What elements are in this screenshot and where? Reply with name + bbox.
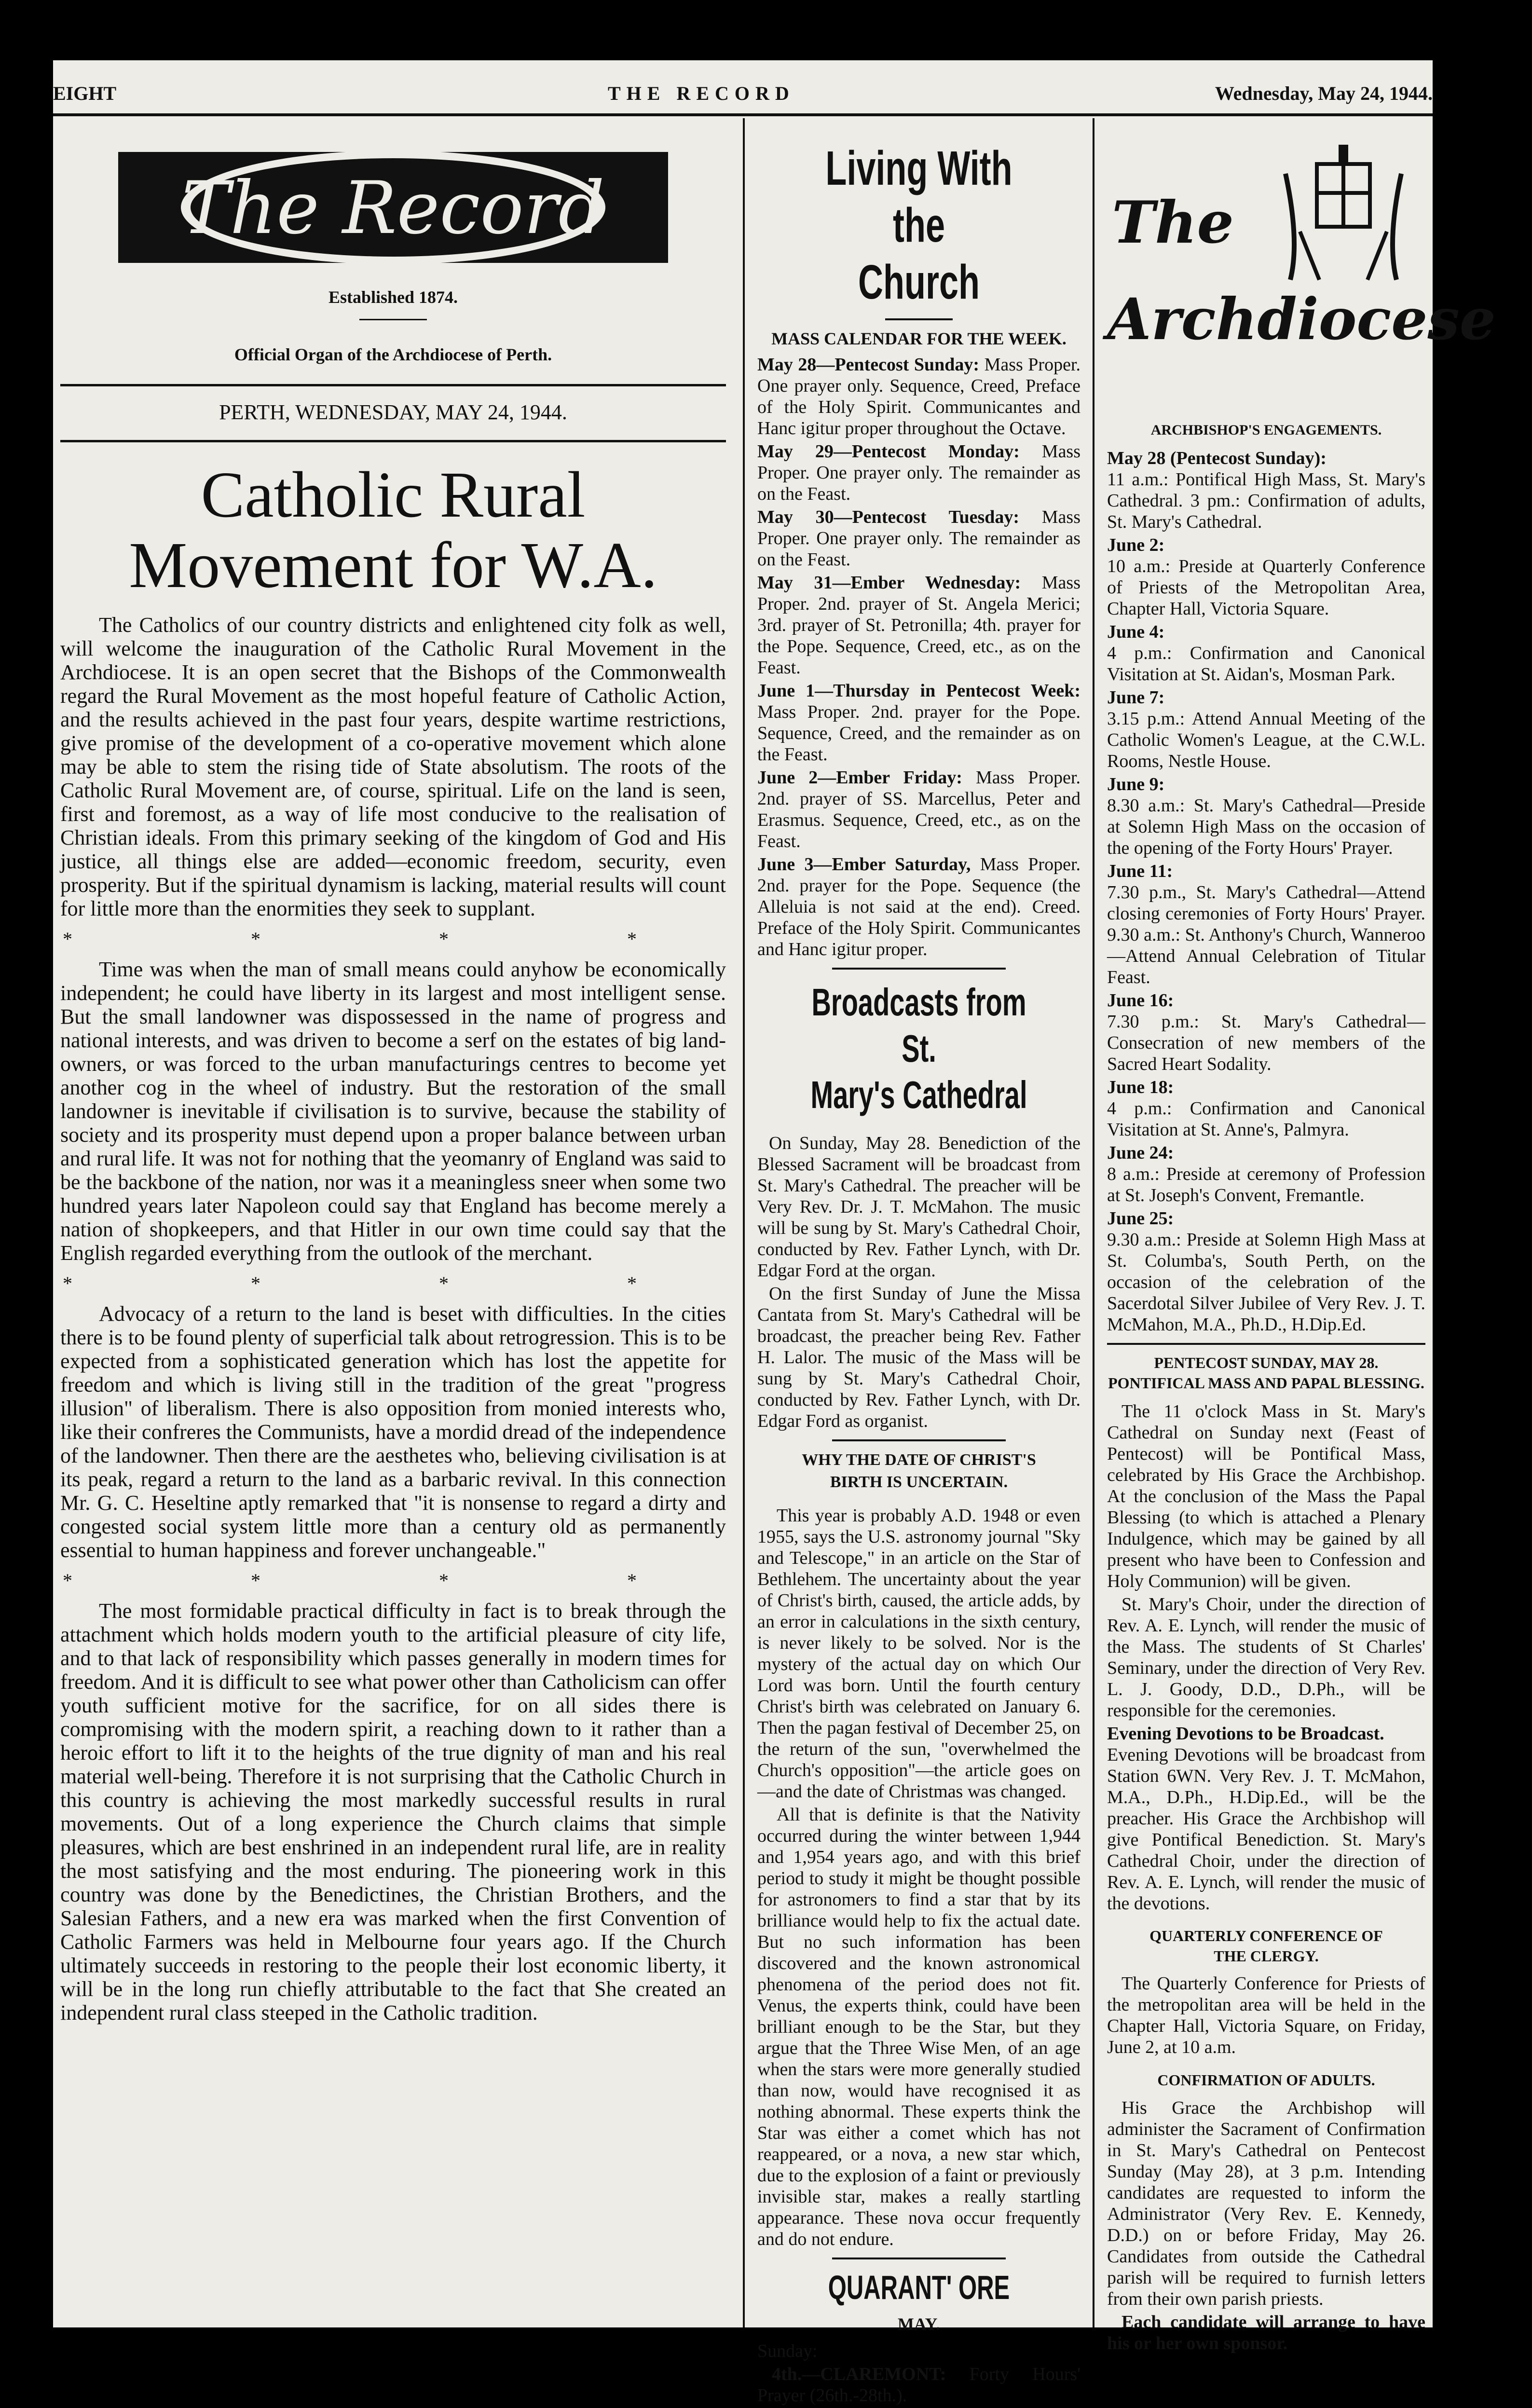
archdiocese-column <box>1107 140 1496 2356</box>
editorial-headline <box>60 460 726 601</box>
engagement-entry: May 28 (Pentecost Sunday): 11 a.m.: Pontifical High Mass, St. Mary's Cathedral. 3 pm.: Confirmation of adults, St. Mary's Cathedral. <box>1107 448 1425 532</box>
confirmation-closing: Each candidate will arrange to have his or her own sponsor. <box>1107 2312 1425 2353</box>
editorial-paragraph: The Catholics of our country districts and enlightened city folk as well, will welcome the inauguration of the Catholic Rural Movement in the Archdiocese. It is an open secret that the Bishops of the Commonwealth regard the Rural Movement as the most hopeful feature of Catholic Action, and the results achieved in the past four years, despite wartime restrictions, give promise of the development of a co-operative movement which alone may be able to stem the rising tide of State absolutism. The roots of the Catholic Rural Movement are, of course, spiritual. Life on the land is seen, first and foremost, as a way of life most conducive to the realisation of Christian ideals. From this primary seeking of the kingdom of God and His justice, all things else are added—economic freedom, security, even prosperity. But if the spiritual dynamism is lacking, material results will count for little more than the enormities they seek to supplant. <box>60 613 726 920</box>
section-rule <box>832 2258 1006 2259</box>
engagement-entry: June 7: 3.15 p.m.: Attend Annual Meeting of the Catholic Women's League, at the C.W.L. Rooms, Nestle House. <box>1107 687 1425 771</box>
quarant-month: MAY. <box>897 2314 941 2334</box>
archdiocese-title-block <box>1107 140 1496 420</box>
headline-line-2: Movement for W.A. <box>129 529 657 602</box>
confirmation-headline: CONFIRMATION OF ADULTS. <box>1157 2071 1375 2089</box>
broadcasts-headline <box>757 979 1081 1118</box>
mass-calendar-list <box>757 354 1081 960</box>
section-stars: * * * * <box>63 1272 724 1294</box>
dateline-rule-bottom <box>60 440 726 442</box>
calendar-entry: June 1—Thursday in Pentecost Week: Mass Proper. 2nd. prayer for the Pope. Sequence, Creed, and the remainder as on the Feast. <box>757 681 1081 765</box>
living-headline-line-1: Living With the <box>825 141 1012 252</box>
pentecost-paragraph: St. Mary's Choir, under the direction of Rev. A. E. Lynch, will render the music of the Mass. The students of St Charles' Seminary, under the direction of Very Rev. L. J. Goody, D.D., D.Ph., will be responsible for the ceremonies. <box>1107 1594 1425 1721</box>
column-rule-1 <box>743 118 745 2327</box>
christ-birth-paragraph: This year is probably A.D. 1948 or even 1955, says the U.S. astronomy journal "Sky and Telescope," in an article on the Star of Bethlehem. The uncertainty about the year of Christ's birth, caused, the article adds, by an error in calculations in the sixth century, is never likely to be solved. Nor is the mystery of the actual day on which Our Lord was born. Until the fourth century Christ's birth was celebrated on January 6. Then the pagan festival of December 25, on the return of the sun, "overwhelmed the Church's opposition"—the article goes on—and the date of Christmas was changed. <box>757 1505 1081 1802</box>
archdiocese-title-line-2: Archdiocese <box>1107 286 1496 353</box>
living-headline-line-2: Church <box>858 255 980 309</box>
middle-column <box>757 140 1081 2408</box>
engagement-entry: June 25: 9.30 a.m.: Preside at Solemn High Mass at St. Columba's, South Perth, on the occasion of the celebration of the Sacerdotal Silver Jubilee of Very Rev. J. T. McMahon, M.A., Ph.D., H.Dip.Ed. <box>1107 1208 1425 1335</box>
mass-calendar-subhead: MASS CALENDAR FOR THE WEEK. <box>771 329 1067 348</box>
pentecost-paragraph: The 11 o'clock Mass in St. Mary's Cathedral on Sunday next (Feast of Pentecost) will be Pontifical Mass, celebrated by His Grace the Archbishop. At the conclusion of the Mass the Papal Blessing (to which is attached a Plenary Indulgence, which may be gained by all present who have been to Confession and Holy Communion) will be given. <box>1107 1401 1425 1591</box>
broadcast-paragraph: On Sunday, May 28. Benediction of the Blessed Sacrament will be broadcast from St. Mary's Cathedral. The preacher will be Very Rev. Dr. J. T. McMahon. The music will be sung by St. Mary's Cathedral Choir, conducted by Rev. Father Lynch, with Dr. Edgar Ford at the organ. <box>757 1133 1081 1281</box>
header-rule <box>53 113 1433 116</box>
confirmation-text: His Grace the Archbishop will administer the Sacrament of Confirmation in St. Mary's Cathedral on Pentecost Sunday (May 28), at 3 p.m. Intending candidates are requested to inform the Administrator (Very Rev. E. Kennedy, D.D.) on or before Friday, May 26. Candidates from outside the Cathedral parish will be required to furnish letters from their own parish priests. <box>1107 2098 1425 2309</box>
engagement-entry: June 16: 7.30 p.m.: St. Mary's Cathedral—Consecration of new members of the Sacred Heart Sodality. <box>1107 990 1425 1074</box>
archdiocese-title-line-1: The <box>1112 189 1234 257</box>
engagements-list <box>1107 448 1425 1335</box>
masthead-logo <box>60 133 726 277</box>
calendar-entry: May 30—Pentecost Tuesday: Mass Proper. One prayer only. The remainder as on the Feast. <box>757 507 1081 570</box>
editorial-column <box>60 133 726 2026</box>
calendar-entry: May 28—Pentecost Sunday: Mass Proper. One prayer only. Sequence, Creed, Preface of the Holy Spirit. Communicantes and Hanc igitur proper throughout the Octave. <box>757 355 1081 438</box>
broadcasts-headline-line-1: Broadcasts from St. <box>811 981 1026 1070</box>
editorial-paragraph: Time was when the man of small means could anyhow be economically independent; he could have liberty in its largest and most intelligent sense. But the small landowner was dispossessed in the name of progress and national interests, and was driven to become a serf on the estates of big land-owners, or was forced to the urban manufacturings centres to become yet another cog in the wheel of industry. But the restoration of the small landowner is inevitable if civilisation is to survive, because the stability of society and its prosperity must depend upon a proper balance between urban and rural life. It was not for nothing that the yeomanry of England was said to be the backbone of the nation, nor was it a meaningless sneer when some two hundred years later Napoleon could say that England has become merely a nation of shopkeepers, and that Hitler in our own time could say that the English regarded everything from the outlook of the merchant. <box>60 958 726 1265</box>
section-stars: * * * * <box>63 928 724 950</box>
living-headline <box>757 140 1081 311</box>
newspaper-page <box>53 60 1496 2406</box>
engagement-entry: June 2: 10 a.m.: Preside at Quarterly Conference of Priests of the Metropolitan Area, Chapter Hall, Victoria Square. <box>1107 535 1425 619</box>
editorial-body <box>60 613 726 2025</box>
section-rule <box>832 1439 1006 1441</box>
page-header <box>53 82 1433 111</box>
editorial-paragraph: The most formidable practical difficulty in fact is to break through the attachment which holds modern youth to the artificial pleasure of city life, and to that lack of responsibility which passes generally in modern times for freedom. And it is difficult to see what power other than Catholicism can offer youth sufficient motive for the sacrifice, for on all sides there is compromising with the modern spirit, a reaching down to it rather than a heroic effort to lift it to the heights of the true dignity of man and his real material well-being. Therefore it is not surprising that the Catholic Church in this country is achieving the most markedly successful results in rural movements. Out of a long experience the Church claims that simple pleasures, which are best enshrined in an independent rural life, are in reality the most satisfying and the most enduring. The pioneering work in this country was done by the Benedictines, the Christian Brothers, and the Salesian Fathers, and a new era was marked when the first Convention of Catholic Farmers was held in Melbourne four years ago. If the Church ultimately succeeds in restoring to the people their lost economic liberty, it will be in the long run chiefly attributable to the fact that She created an independent rural class steeped in the Catholic tradition. <box>60 1599 726 2025</box>
broadcast-paragraph: On the first Sunday of June the Missa Cantata from St. Mary's Cathedral will be broadcast, the preacher being Rev. Father H. Lalor. The music of the Mass will be sung by St. Mary's Cathedral Choir, conducted by Rev. Father Lynch, with Dr. Edgar Ford as organist. <box>757 1284 1081 1431</box>
calendar-entry: May 31—Ember Wednesday: Mass Proper. 2nd. prayer of St. Angela Merici; 3rd. prayer of St. Petronilla; 4th. prayer for the Pope. Sequence, Creed, etc., as on the Feast. <box>757 573 1081 678</box>
section-rule <box>1107 1343 1425 1345</box>
quarant-headline: QUARANT' ORE <box>828 2269 1010 2306</box>
christ-birth-paragraph: All that is definite is that the Nativity occurred during the winter between 1,944 and 1,954 years ago, and with this brief period to study it might be thought possible for astronomers to find a star that by its brilliance would help to fix the actual date. But no such information has been discovered and the known astronomical phenomena of the period does not fit. Venus, the experts think, could have been brilliant enough to be the Star, but they argue that the Three Wise Men, of an age when the stars were more generally studied than now, would have recognised it as nothing abnormal. These experts think the Star was either a comet which has not reappeared, or a nova, a new star which, due to the explosion of a faint or previously invisible star, makes a really startling appearance. These nova occur frequently and do not endure. <box>757 1805 1081 2249</box>
column-rule-2 <box>1093 118 1094 2327</box>
engagements-subhead: ARCHBISHOP'S ENGAGEMENTS. <box>1150 422 1382 438</box>
page-number: EIGHT <box>53 82 117 104</box>
section-rule <box>832 968 1006 970</box>
christ-birth-headline <box>757 1449 1081 1493</box>
short-rule <box>885 318 953 320</box>
engagement-entry: June 18: 4 p.m.: Confirmation and Canonical Visitation at St. Anne's, Palmyra. <box>1107 1077 1425 1140</box>
dateline: PERTH, WEDNESDAY, MAY 24, 1944. <box>219 400 567 424</box>
quarterly-text: The Quarterly Conference for Priests of the metropolitan area will be held in the Chapter Hall, Victoria Square, on Friday, June 2, at 10 a.m. <box>1107 1973 1425 2057</box>
coat-of-arms-icon <box>1271 145 1416 289</box>
headline-line-1: Catholic Rural <box>201 459 586 531</box>
masthead-title: The Record <box>181 166 605 250</box>
quarant-entry: 4th.—CLAREMONT: Forty Hours' Prayer (26th.-28th.). <box>757 2364 1081 2406</box>
calendar-entry: June 3—Ember Saturday, Mass Proper. 2nd. prayer for the Pope. Sequence (the Alleluia is not said at the end). Creed. Preface of the Holy Spirit. Communicantes and Hanc igitur proper. <box>757 854 1081 959</box>
quarant-day: Sunday: <box>757 2341 818 2361</box>
established-line: Established 1874. <box>328 287 458 307</box>
engagement-entry: June 4: 4 p.m.: Confirmation and Canonical Visitation at St. Aidan's, Mosman Park. <box>1107 622 1425 684</box>
paper-name: THE RECORD <box>608 82 795 104</box>
christ-birth-headline-line-1: WHY THE DATE OF CHRIST'S <box>802 1451 1036 1469</box>
engagement-entry: June 11: 7.30 p.m., St. Mary's Cathedral—Attend closing ceremonies of Forty Hours' Prayer. 9.30 a.m.: St. Anthony's Church, Wanneroo—Attend Annual Celebration of Titular Feast. <box>1107 861 1425 987</box>
section-stars: * * * * <box>63 1570 724 1591</box>
pentecost-headline: PENTECOST SUNDAY, MAY 28. PONTIFICAL MASS AND PAPAL BLESSING. <box>1108 1354 1424 1392</box>
engagement-entry: June 24: 8 a.m.: Preside at ceremony of Profession at St. Joseph's Convent, Fremantle. <box>1107 1143 1425 1205</box>
quarterly-headline: QUARTERLY CONFERENCE OF THE CLERGY. <box>1149 1927 1383 1965</box>
calendar-entry: June 2—Ember Friday: Mass Proper. 2nd. prayer of SS. Marcellus, Peter and Erasmus. Sequence, Creed, etc., as on the Feast. <box>757 767 1081 851</box>
evening-devotions: Evening Devotions to be Broadcast. Evening Devotions will be broadcast from Station 6WN. Very Rev. J. T. McMahon, M.A., D.Ph., H.Dip.Ed., will be the preacher. His Grace the Archbishop will give Pontifical Benediction. St. Mary's Cathedral Choir, under the direction of Rev. A. E. Lynch, will render the music of the devotions. <box>1107 1724 1425 1914</box>
calendar-entry: May 29—Pentecost Monday: Mass Proper. One prayer only. The remainder as on the Feast. <box>757 441 1081 504</box>
broadcasts-headline-line-2: Mary's Cathedral <box>810 1073 1027 1116</box>
christ-birth-headline-line-2: BIRTH IS UNCERTAIN. <box>830 1473 1008 1491</box>
short-rule <box>359 319 427 320</box>
official-organ: Official Organ of the Archdiocese of Perth. <box>234 345 552 364</box>
editorial-paragraph: Advocacy of a return to the land is beset with difficulties. In the cities there is to be found plenty of superficial talk about retrogression. This is to be expected from a sophisticated generation which has lost the appetite for freedom and which is living still in the tradition of the great "progress illusion" of liberalism. There is also opposition from monied interests who, like their confreres the Communists, have a mordid dread of the independence of the landowner. Then there are the aesthetes who, believing civilisation is at its peak, regard a return to the land as a barbaric revival. In this connection Mr. G. C. Heseltine aptly remarked that "it is nonsense to regard a dirty and congested social system little more than a century old as permanently essential to human happiness and forever unchangeable." <box>60 1302 726 1562</box>
issue-date: Wednesday, May 24, 1944. <box>1215 82 1433 104</box>
engagement-entry: June 9: 8.30 a.m.: St. Mary's Cathedral—Preside at Solemn High Mass on the occasion of the opening of the Forty Hours' Prayer. <box>1107 774 1425 858</box>
